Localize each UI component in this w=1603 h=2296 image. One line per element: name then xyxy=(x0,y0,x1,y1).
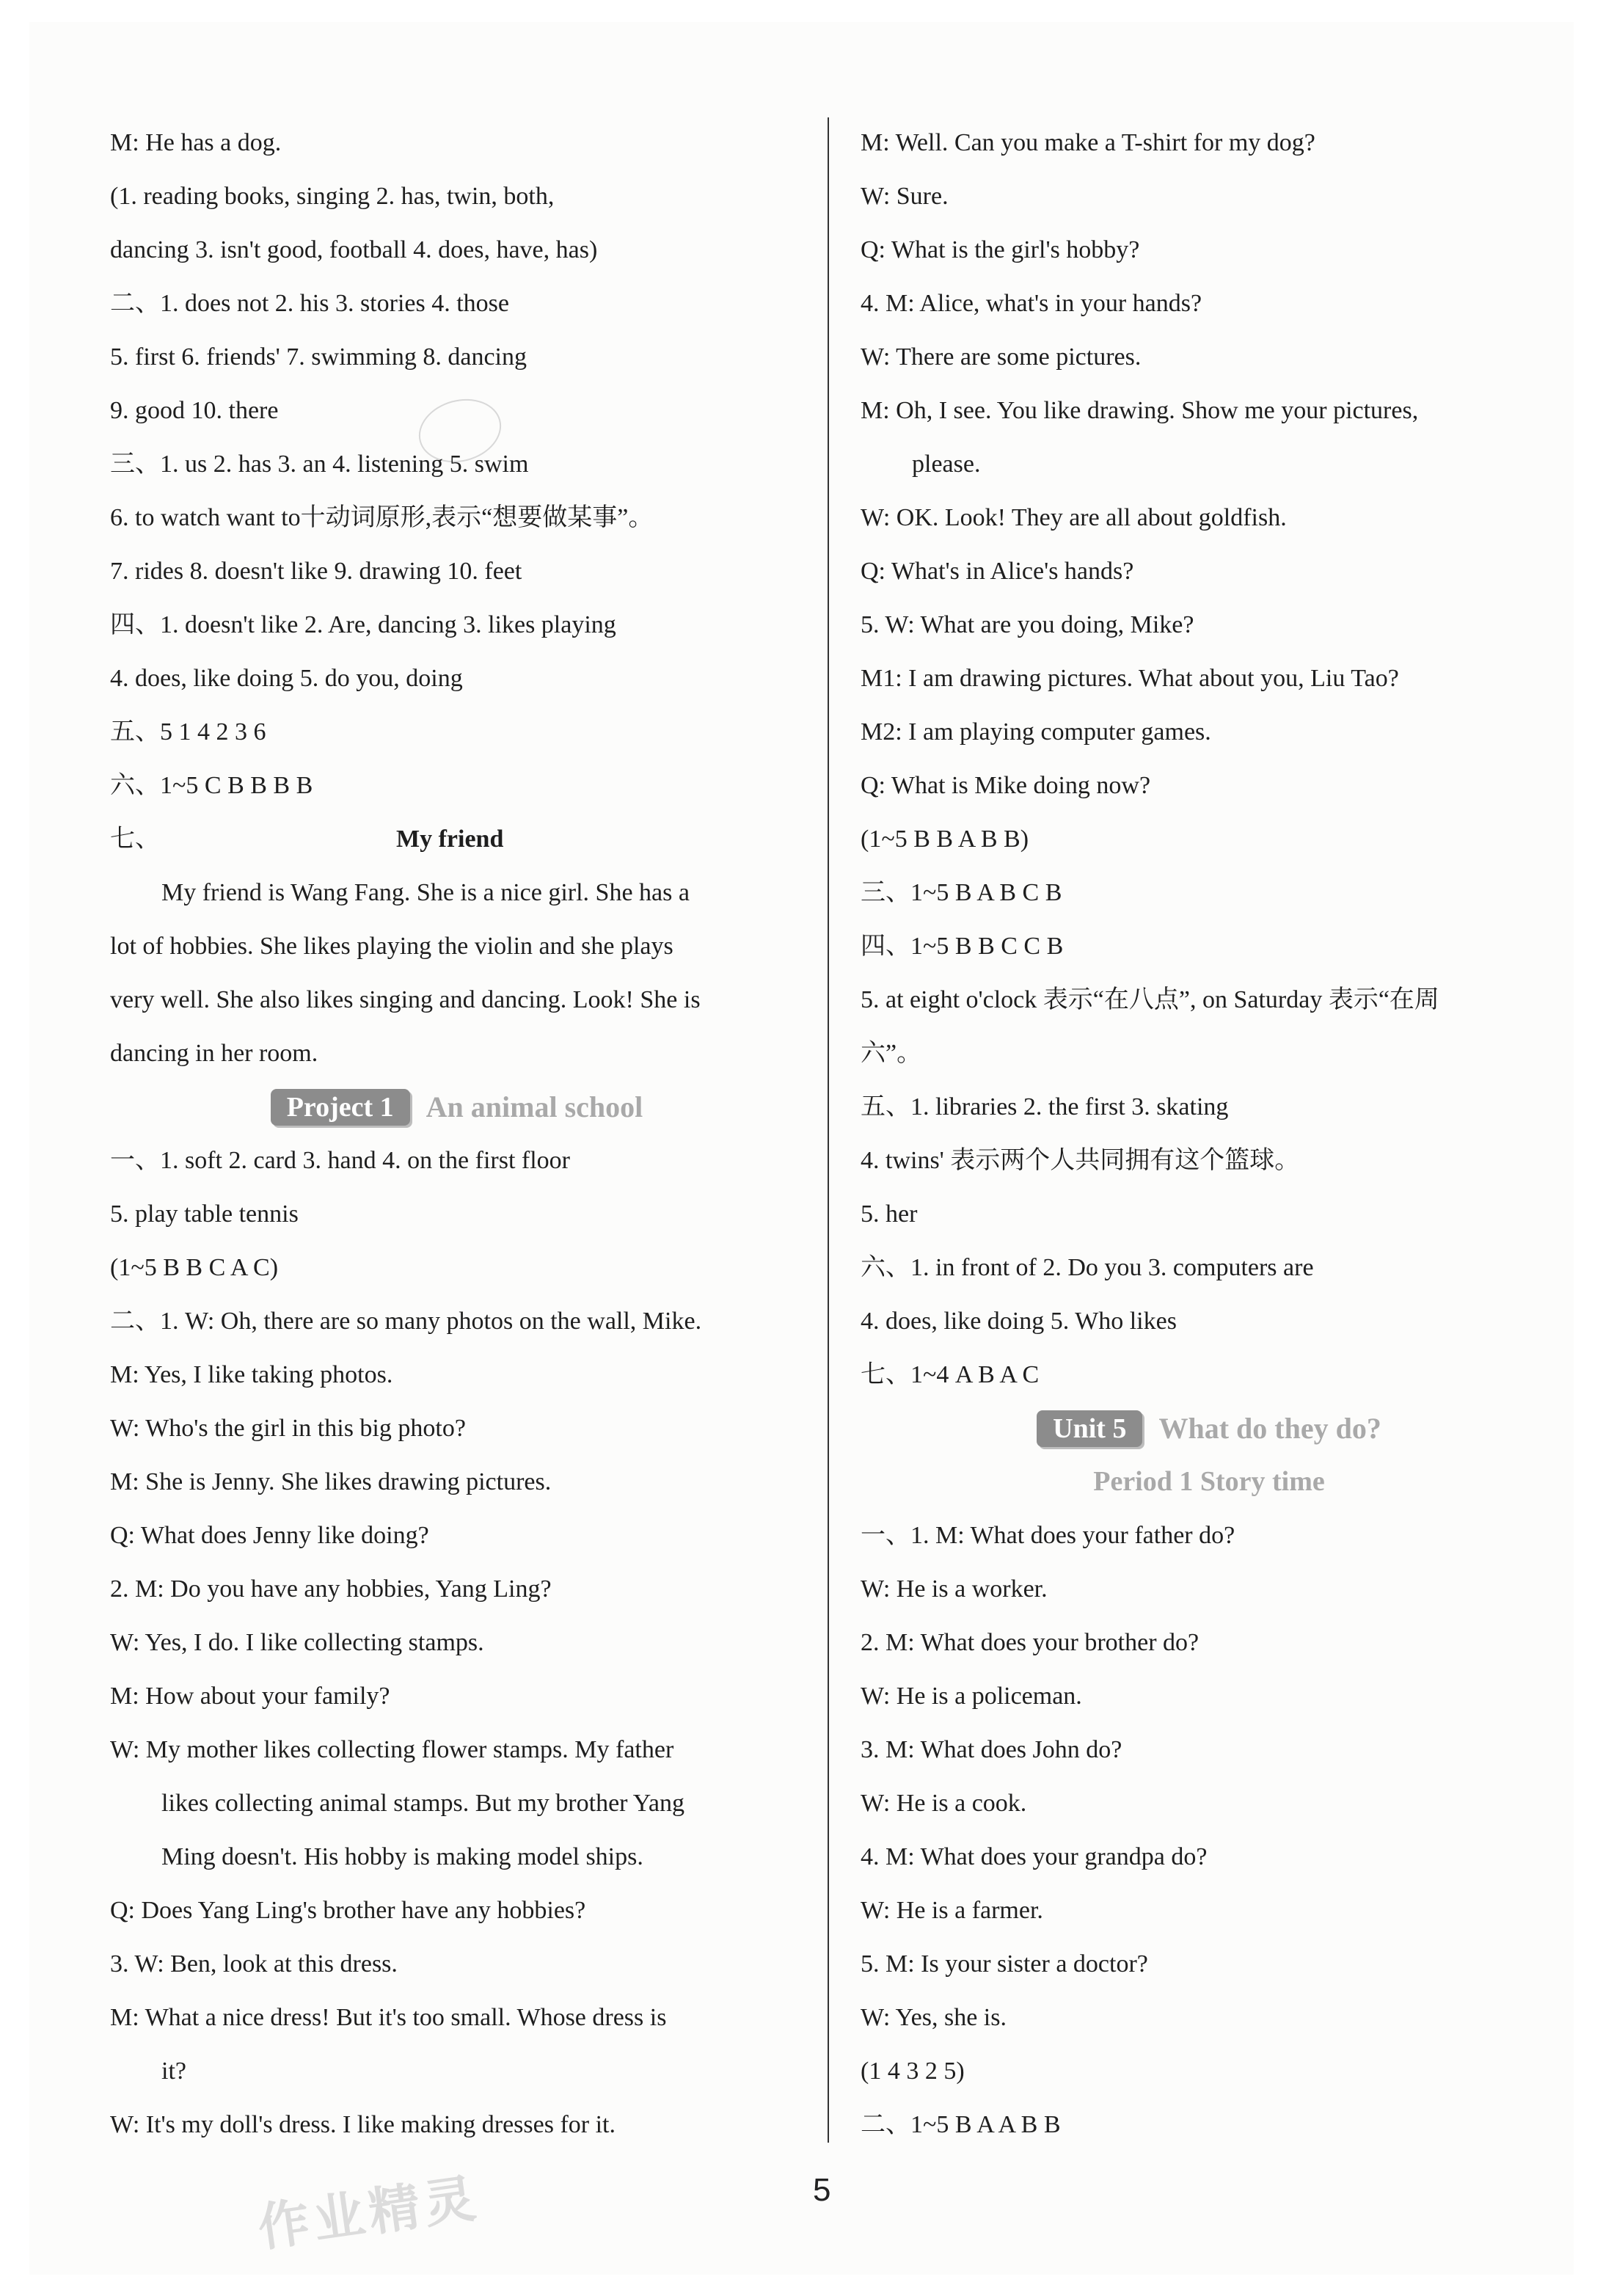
answer-line: 7. rides 8. doesn't like 9. drawing 10. feet xyxy=(110,558,522,585)
answer-line: 4. twins' 表示两个人共同拥有这个篮球。 xyxy=(861,1147,1300,1174)
essay-heading xyxy=(110,812,803,866)
answer-line: Q: What does Jenny like doing? xyxy=(110,1522,429,1549)
answer-line: 4. does, like doing 5. Who likes xyxy=(861,1308,1177,1335)
right-column xyxy=(861,116,1558,2151)
answer-line: W: It's my doll's dress. I like making dresses for it. xyxy=(110,2111,616,2138)
answer-line: M: Well. Can you make a T-shirt for my dog? xyxy=(861,129,1315,156)
answer-line: 3. W: Ben, look at this dress. xyxy=(110,1950,398,1978)
watermark: 作业精灵 xyxy=(254,2168,483,2259)
answer-line: Q: What's in Alice's hands? xyxy=(861,558,1134,585)
answer-line: 4. does, like doing 5. do you, doing xyxy=(110,665,463,692)
essay-line: very well. She also likes singing and dancing. Look! She is xyxy=(110,986,701,1013)
answer-line: 4. M: Alice, what's in your hands? xyxy=(861,290,1202,317)
answer-line: 6. to watch want to十动词原形,表示“想要做某事”。 xyxy=(110,504,654,531)
answer-page xyxy=(29,22,1574,2275)
column-divider xyxy=(828,117,829,2143)
answer-line: 四、1. doesn't like 2. Are, dancing 3. likes playing xyxy=(110,611,616,638)
dialogue-line: Ming doesn't. His hobby is making model ships. xyxy=(161,1843,643,1870)
answer-line: W: He is a farmer. xyxy=(861,1897,1043,1924)
answer-line: 二、1. does not 2. his 3. stories 4. those xyxy=(110,290,509,317)
essay-number: 七、 xyxy=(110,826,160,853)
unit-banner xyxy=(861,1402,1558,1455)
dialogue-line: please. xyxy=(912,451,981,478)
answer-line: 五、5 1 4 2 3 6 xyxy=(110,718,266,746)
answer-line: 三、1~5 B A B C B xyxy=(861,879,1062,906)
dialogue-line: M: What a nice dress! But it's too small. Whose dress is xyxy=(110,2004,667,2031)
answer-line: 二、1~5 B A A B B xyxy=(861,2111,1061,2138)
answer-line: 9. good 10. there xyxy=(110,397,279,424)
answer-line: W: Sure. xyxy=(861,183,949,210)
page-number: 5 xyxy=(813,2172,831,2208)
answer-line: 六”。 xyxy=(861,1040,922,1067)
answer-line: M: Yes, I like taking photos. xyxy=(110,1361,393,1388)
answer-line: M: She is Jenny. She likes drawing pictures. xyxy=(110,1468,552,1495)
answer-line: 5. M: Is your sister a doctor? xyxy=(861,1950,1148,1978)
answer-line: W: Yes, I do. I like collecting stamps. xyxy=(110,1629,484,1656)
project-tag: Project 1 xyxy=(271,1089,410,1126)
answer-line: W: Who's the girl in this big photo? xyxy=(110,1415,466,1442)
answer-line: (1 4 3 2 5) xyxy=(861,2058,965,2085)
unit-title: What do they do? xyxy=(1158,1412,1381,1445)
answer-line: 七、1~4 A B A C xyxy=(861,1361,1040,1388)
answer-line: W: He is a cook. xyxy=(861,1790,1027,1817)
answer-line: 5. her xyxy=(861,1200,918,1228)
project-banner xyxy=(110,1080,803,1134)
left-column xyxy=(110,116,803,2151)
essay-line: My friend is Wang Fang. She is a nice girl. She has a xyxy=(161,879,690,906)
answer-line: Q: Does Yang Ling's brother have any hobbies? xyxy=(110,1897,586,1924)
answer-line: 3. M: What does John do? xyxy=(861,1736,1122,1763)
answer-line: 4. M: What does your grandpa do? xyxy=(861,1843,1208,1870)
project-title: An animal school xyxy=(426,1090,643,1123)
answer-line: 一、1. M: What does your father do? xyxy=(861,1522,1235,1549)
answer-line: M1: I am drawing pictures. What about you, Liu Tao? xyxy=(861,665,1399,692)
answer-line: M2: I am playing computer games. xyxy=(861,718,1211,746)
answer-line: W: He is a policeman. xyxy=(861,1683,1082,1710)
dialogue-line: likes collecting animal stamps. But my brother Yang xyxy=(161,1790,684,1817)
answer-line: W: He is a worker. xyxy=(861,1575,1048,1603)
answer-line: 5. play table tennis xyxy=(110,1200,299,1228)
answer-line: Q: What is the girl's hobby? xyxy=(861,236,1140,263)
answer-line: W: OK. Look! They are all about goldfish. xyxy=(861,504,1287,531)
essay-line: lot of hobbies. She likes playing the violin and she plays xyxy=(110,933,673,960)
answer-line: W: There are some pictures. xyxy=(861,343,1142,371)
answer-line: 三、1. us 2. has 3. an 4. listening 5. swim xyxy=(110,451,529,478)
answer-line: 六、1. in front of 2. Do you 3. computers are xyxy=(861,1254,1314,1281)
answer-line: 5. first 6. friends' 7. swimming 8. dancing xyxy=(110,343,527,371)
dialogue-line: it? xyxy=(161,2058,186,2085)
answer-line: Q: What is Mike doing now? xyxy=(861,772,1151,799)
answer-line: 2. M: Do you have any hobbies, Yang Ling? xyxy=(110,1575,552,1603)
essay-title: My friend xyxy=(396,826,504,853)
answer-line: 5. at eight o'clock 表示“在八点”, on Saturday 表示“在周 xyxy=(861,986,1439,1013)
answer-line: 二、1. W: Oh, there are so many photos on the wall, Mike. xyxy=(110,1308,702,1335)
unit-tag: Unit 5 xyxy=(1037,1410,1142,1447)
answer-line: M: How about your family? xyxy=(110,1683,390,1710)
essay-line: dancing in her room. xyxy=(110,1040,318,1067)
answer-line: 5. W: What are you doing, Mike? xyxy=(861,611,1194,638)
answer-line: dancing 3. isn't good, football 4. does, have, has) xyxy=(110,236,598,263)
answer-line: (1~5 B B C A C) xyxy=(110,1254,279,1281)
answer-line: 2. M: What does your brother do? xyxy=(861,1629,1199,1656)
answer-line: 一、1. soft 2. card 3. hand 4. on the first floor xyxy=(110,1147,570,1174)
answer-line: W: Yes, she is. xyxy=(861,2004,1007,2031)
answer-line: M: He has a dog. xyxy=(110,129,282,156)
dialogue-line: M: Oh, I see. You like drawing. Show me your pictures, xyxy=(861,397,1419,424)
dialogue-line: W: My mother likes collecting flower stamps. My father xyxy=(110,1736,674,1763)
answer-line: 五、1. libraries 2. the first 3. skating xyxy=(861,1093,1229,1120)
answer-line: (1~5 B B A B B) xyxy=(861,826,1029,853)
answer-line: 六、1~5 C B B B B xyxy=(110,772,313,799)
answer-line: (1. reading books, singing 2. has, twin, both, xyxy=(110,183,555,210)
period-title: Period 1 Story time xyxy=(1093,1466,1325,1497)
answer-line: 四、1~5 B B C C B xyxy=(861,933,1064,960)
